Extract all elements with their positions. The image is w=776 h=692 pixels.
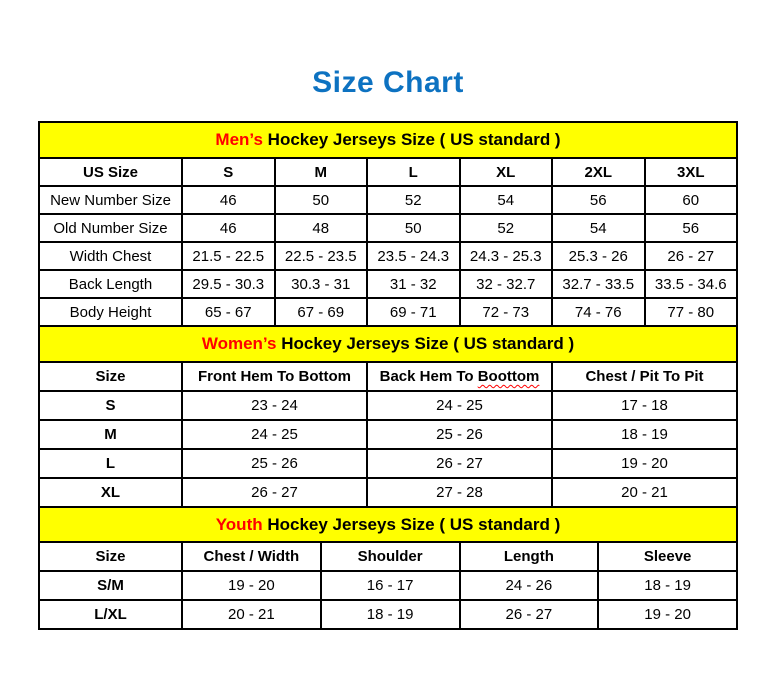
column-header-back-hem (367, 362, 552, 391)
table-cell: 17 - 18 (552, 391, 737, 420)
table-cell: 18 - 19 (552, 420, 737, 449)
table-cell: 18 - 19 (598, 571, 737, 600)
table-cell: 26 - 27 (460, 600, 599, 629)
table-cell: 69 - 71 (367, 298, 460, 326)
table-cell: 19 - 20 (182, 571, 321, 600)
row-label: New Number Size (39, 186, 182, 214)
table-cell: 26 - 27 (367, 449, 552, 478)
table-cell: 20 - 21 (182, 600, 321, 629)
womens-section-header (39, 326, 737, 362)
column-header-size: Size (39, 542, 182, 571)
row-label: S/M (39, 571, 182, 600)
womens-section-accent: Women’s (201, 334, 277, 353)
column-header-2xl: 2XL (552, 158, 645, 186)
table-cell: 67 - 69 (275, 298, 368, 326)
table-cell: 29.5 - 30.3 (182, 270, 275, 298)
table-cell: 24 - 25 (182, 420, 367, 449)
youth-section-header-row (39, 507, 737, 542)
table-cell: 22.5 - 23.5 (275, 242, 368, 270)
column-header-s: S (182, 158, 275, 186)
table-cell: 56 (552, 186, 645, 214)
column-header-l: L (367, 158, 460, 186)
mens-section-accent: Men’s (215, 130, 263, 149)
row-label: M (39, 420, 182, 449)
womens-section-title: Hockey Jerseys Size ( US standard ) (276, 334, 575, 353)
table-row (39, 449, 737, 478)
table-cell: 23.5 - 24.3 (367, 242, 460, 270)
table-cell: 20 - 21 (552, 478, 737, 507)
table-cell: 27 - 28 (367, 478, 552, 507)
table-cell: 32.7 - 33.5 (552, 270, 645, 298)
page-title: Size Chart (312, 66, 464, 99)
table-cell: 19 - 20 (598, 600, 737, 629)
row-label: L/XL (39, 600, 182, 629)
table-cell: 16 - 17 (321, 571, 460, 600)
column-header-sleeve: Sleeve (598, 542, 737, 571)
mens-section-header (39, 122, 737, 158)
youth-size-table (38, 506, 738, 630)
column-header-size: Size (39, 362, 182, 391)
table-cell: 24 - 26 (460, 571, 599, 600)
table-cell: 50 (275, 186, 368, 214)
table-cell: 25.3 - 26 (552, 242, 645, 270)
row-label: Width Chest (39, 242, 182, 270)
column-header-us-size: US Size (39, 158, 182, 186)
table-cell: 33.5 - 34.6 (645, 270, 738, 298)
table-cell: 77 - 80 (645, 298, 738, 326)
table-cell: 48 (275, 214, 368, 242)
back-hem-prefix: Back Hem To (379, 368, 474, 385)
table-row (39, 600, 737, 629)
youth-section-accent: Youth (215, 514, 263, 534)
table-cell: 24.3 - 25.3 (460, 242, 553, 270)
youth-section-header (39, 507, 737, 542)
row-label: Body Height (39, 298, 182, 326)
table-cell: 60 (645, 186, 738, 214)
table-cell: 54 (460, 186, 553, 214)
table-row (39, 420, 737, 449)
table-cell: 74 - 76 (552, 298, 645, 326)
table-row (39, 298, 737, 326)
table-cell: 25 - 26 (182, 449, 367, 478)
row-label: L (39, 449, 182, 478)
column-header-length: Length (460, 542, 599, 571)
table-row (39, 571, 737, 600)
womens-column-header-row (39, 362, 737, 391)
table-cell: 25 - 26 (367, 420, 552, 449)
table-cell: 31 - 32 (367, 270, 460, 298)
womens-size-table (38, 325, 738, 508)
mens-section-header-row (39, 122, 737, 158)
table-cell: 46 (182, 186, 275, 214)
mens-section-title: Hockey Jerseys Size ( US standard ) (262, 130, 561, 149)
column-header-3xl: 3XL (645, 158, 738, 186)
table-cell: 52 (367, 186, 460, 214)
table-row (39, 478, 737, 507)
column-header-front-hem: Front Hem To Bottom (182, 362, 367, 391)
misspelled-word-squiggle: Boottom (477, 368, 540, 385)
table-row (39, 242, 737, 270)
table-row (39, 186, 737, 214)
row-label: Back Length (39, 270, 182, 298)
table-cell: 65 - 67 (182, 298, 275, 326)
table-cell: 23 - 24 (182, 391, 367, 420)
size-tables (38, 121, 738, 630)
table-cell: 26 - 27 (182, 478, 367, 507)
table-row (39, 214, 737, 242)
youth-section-title: Hockey Jerseys Size ( US standard ) (262, 514, 561, 534)
table-cell: 72 - 73 (460, 298, 553, 326)
womens-section-header-row (39, 326, 737, 362)
table-cell: 26 - 27 (645, 242, 738, 270)
column-header-shoulder: Shoulder (321, 542, 460, 571)
table-cell: 24 - 25 (367, 391, 552, 420)
row-label: Old Number Size (39, 214, 182, 242)
mens-size-table (38, 121, 738, 327)
table-cell: 54 (552, 214, 645, 242)
table-cell: 30.3 - 31 (275, 270, 368, 298)
column-header-m: M (275, 158, 368, 186)
table-cell: 18 - 19 (321, 600, 460, 629)
column-header-xl: XL (460, 158, 553, 186)
row-label: XL (39, 478, 182, 507)
table-cell: 52 (460, 214, 553, 242)
table-row (39, 270, 737, 298)
table-cell: 19 - 20 (552, 449, 737, 478)
row-label: S (39, 391, 182, 420)
table-cell: 21.5 - 22.5 (182, 242, 275, 270)
mens-column-header-row (39, 158, 737, 186)
column-header-chest-width: Chest / Width (182, 542, 321, 571)
table-cell: 50 (367, 214, 460, 242)
table-cell: 56 (645, 214, 738, 242)
table-row (39, 391, 737, 420)
youth-column-header-row (39, 542, 737, 571)
table-cell: 46 (182, 214, 275, 242)
column-header-chest-pit: Chest / Pit To Pit (552, 362, 737, 391)
table-cell: 32 - 32.7 (460, 270, 553, 298)
